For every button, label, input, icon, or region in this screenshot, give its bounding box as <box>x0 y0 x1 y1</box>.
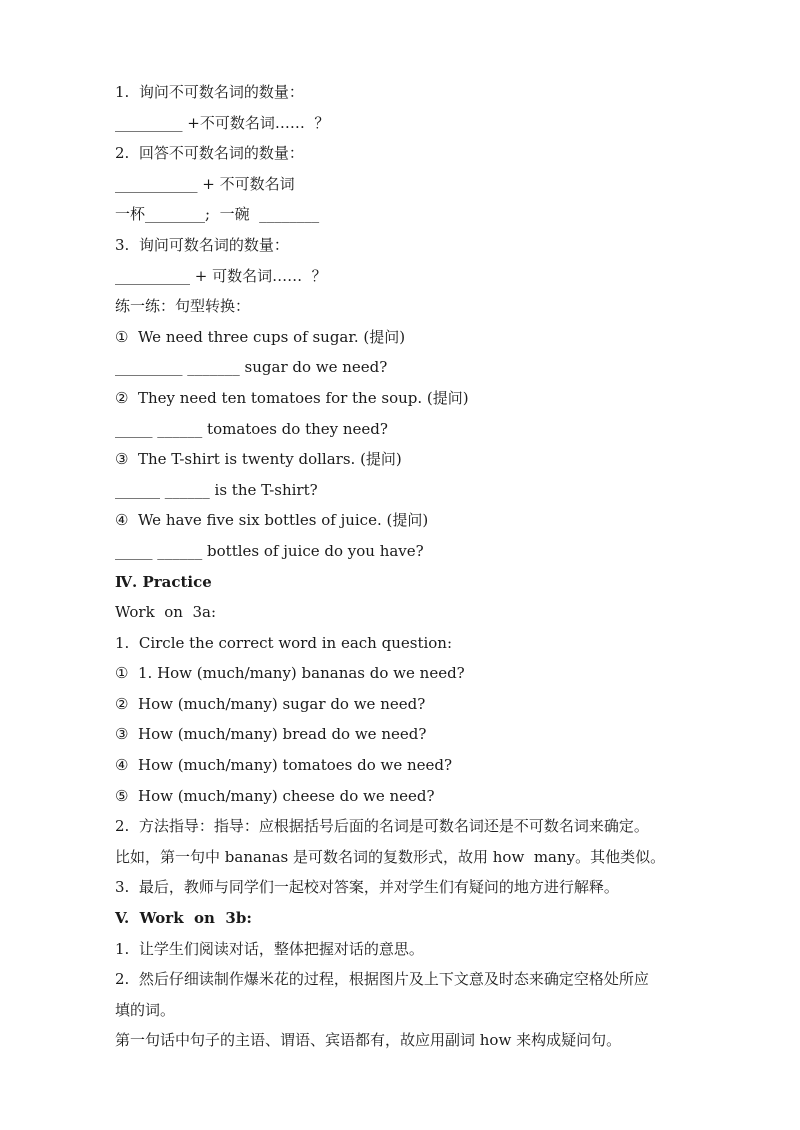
text-line: ② They need ten tomatoes for the soup. (提问) <box>115 388 469 407</box>
text-line: _________ _______ sugar do we need? <box>115 358 388 377</box>
text-line: ⑤ How (much/many) cheese do we need? <box>115 786 435 805</box>
text-line: ③ How (much/many) bread do we need? <box>115 725 427 744</box>
text-line: 2. 回答不可数名词的数量： <box>115 144 304 163</box>
section-heading: V. Work on 3b: <box>115 909 252 928</box>
text-line: ③ The T-shirt is twenty dollars. (提问) <box>115 450 402 469</box>
text-line: Work on 3a: <box>115 603 216 622</box>
text-line: _____ ______ tomatoes do they need? <box>115 419 388 438</box>
section-heading: Ⅳ. Practice <box>115 572 212 591</box>
text-line: 填的词。 <box>115 1000 176 1019</box>
text-line: 1. 询问不可数名词的数量： <box>115 83 304 101</box>
text-line: 2. 然后仔细读制作爆米花的过程，根据图片及上下文意及时态来确定空格处所应 <box>115 970 649 989</box>
text-line: ______ ______ is the T-shirt? <box>115 480 318 499</box>
text-line: ④ We have five six bottles of juice. (提问) <box>115 511 429 530</box>
text-line: ___________ + 不可数名词 <box>115 174 295 193</box>
text-line: 3. 询问可数名词的数量： <box>115 235 289 254</box>
text-line: ① 1. How (much/many) bananas do we need? <box>115 664 465 683</box>
text-line: ① We need three cups of sugar. (提问) <box>115 327 406 346</box>
text-line: _____ ______ bottles of juice do you have? <box>115 541 424 560</box>
text-line: 比如，第一句中 bananas 是可数名词的复数形式，故用 how many。其他类似。 <box>115 847 666 866</box>
text-line: 一杯________; 一碗 ________ <box>115 205 320 224</box>
text-line: 2. 方法指导：指导：应根据括号后面的名词是可数名词还是不可数名词来确定。 <box>115 817 649 836</box>
text-line: 第一句话中句子的主语、谓语、宾语都有，故应用副词 how 来构成疑问句。 <box>115 1031 622 1050</box>
text-line: ④ How (much/many) tomatoes do we need? <box>115 756 453 775</box>
text-line: _________ +不可数名词…… ？ <box>115 113 330 132</box>
text-line: 3. 最后，教师与同学们一起校对答案，并对学生们有疑问的地方进行解释。 <box>115 878 619 897</box>
text-line: __________ + 可数名词…… ？ <box>115 266 327 285</box>
text-line: 1. 让学生们阅读对话，整体把握对话的意思。 <box>115 939 424 958</box>
text-line: ② How (much/many) sugar do we need? <box>115 694 426 713</box>
text-line: 1. Circle the correct word in each question: <box>115 633 453 652</box>
text-line: 练一练：句型转换： <box>115 297 251 316</box>
